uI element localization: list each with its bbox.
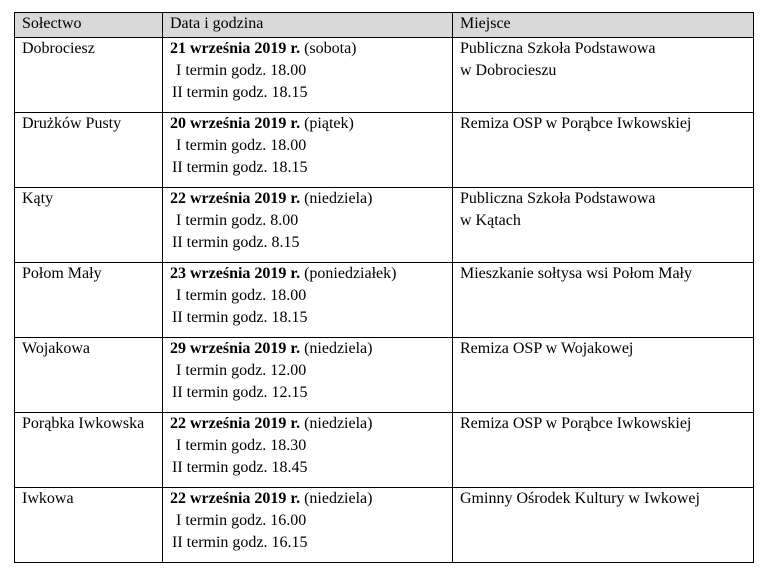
- place-line-1: Remiza OSP w Wojakowej: [460, 340, 634, 357]
- table-row: [15, 113, 754, 188]
- place-line-2: w Kątach: [460, 212, 521, 229]
- village-name: Dobrociesz: [15, 38, 163, 113]
- date-time-cell: [163, 413, 453, 488]
- place-line-1: Remiza OSP w Porąbce Iwkowskiej: [460, 115, 692, 132]
- meeting-schedule-table: [14, 12, 754, 563]
- table-row: [15, 488, 754, 563]
- first-term: I termin godz. 18.30: [176, 437, 307, 454]
- date-time-cell: [163, 38, 453, 113]
- date-time-cell: [163, 188, 453, 263]
- table-row: [15, 413, 754, 488]
- first-term: I termin godz. 18.00: [176, 62, 307, 79]
- header-solectwo: Sołectwo: [15, 13, 163, 38]
- table-row: [15, 338, 754, 413]
- place-line-1: Remiza OSP w Porąbce Iwkowskiej: [460, 415, 692, 432]
- place-cell: [453, 38, 754, 113]
- date-time-cell: [163, 113, 453, 188]
- meeting-day: (niedziela): [304, 190, 373, 207]
- village-name: Iwkowa: [15, 488, 163, 563]
- meeting-date: 22 września 2019 r.: [170, 190, 301, 207]
- second-term: II termin godz. 18.15: [172, 159, 308, 176]
- second-term: II termin godz. 8.15: [172, 234, 300, 251]
- place-cell: [453, 263, 754, 338]
- village-name: Drużków Pusty: [15, 113, 163, 188]
- place-cell: [453, 113, 754, 188]
- second-term: II termin godz. 18.15: [172, 309, 308, 326]
- first-term: I termin godz. 18.00: [176, 287, 307, 304]
- place-cell: [453, 188, 754, 263]
- meeting-day: (piątek): [304, 115, 354, 132]
- place-line-1: Publiczna Szkoła Podstawowa: [460, 190, 656, 207]
- village-name: Porąbka Iwkowska: [15, 413, 163, 488]
- place-line-1: Mieszkanie sołtysa wsi Połom Mały: [460, 265, 692, 282]
- place-cell: [453, 488, 754, 563]
- place-line-1: Gminny Ośrodek Kultury w Iwkowej: [460, 490, 700, 507]
- header-miejsce: Miejsce: [453, 13, 754, 38]
- first-term: I termin godz. 12.00: [176, 362, 307, 379]
- meeting-date: 23 września 2019 r.: [170, 265, 301, 282]
- village-name: Wojakowa: [15, 338, 163, 413]
- place-cell: [453, 413, 754, 488]
- meeting-day: (sobota): [304, 40, 357, 57]
- meeting-day: (niedziela): [304, 415, 373, 432]
- village-name: Kąty: [15, 188, 163, 263]
- meeting-date: 22 września 2019 r.: [170, 415, 301, 432]
- table-row: [15, 263, 754, 338]
- second-term: II termin godz. 16.15: [172, 534, 308, 551]
- village-name: Połom Mały: [15, 263, 163, 338]
- second-term: II termin godz. 12.15: [172, 384, 308, 401]
- first-term: I termin godz. 16.00: [176, 512, 307, 529]
- meeting-date: 20 września 2019 r.: [170, 115, 301, 132]
- header-data: Data i godzina: [163, 13, 453, 38]
- meeting-date: 29 września 2019 r.: [170, 340, 301, 357]
- place-cell: [453, 338, 754, 413]
- meeting-date: 22 września 2019 r.: [170, 490, 301, 507]
- place-line-1: Publiczna Szkoła Podstawowa: [460, 40, 656, 57]
- first-term: I termin godz. 8.00: [176, 212, 299, 229]
- place-line-2: w Dobrocieszu: [460, 62, 557, 79]
- meeting-day: (niedziela): [304, 490, 373, 507]
- date-time-cell: [163, 263, 453, 338]
- second-term: II termin godz. 18.45: [172, 459, 308, 476]
- meeting-date: 21 września 2019 r.: [170, 40, 301, 57]
- date-time-cell: [163, 488, 453, 563]
- table-row: [15, 188, 754, 263]
- second-term: II termin godz. 18.15: [172, 84, 308, 101]
- date-time-cell: [163, 338, 453, 413]
- meeting-day: (poniedziałek): [304, 265, 397, 282]
- meeting-day: (niedziela): [304, 340, 373, 357]
- table-row: [15, 38, 754, 113]
- first-term: I termin godz. 18.00: [176, 137, 307, 154]
- header-row: [15, 13, 754, 38]
